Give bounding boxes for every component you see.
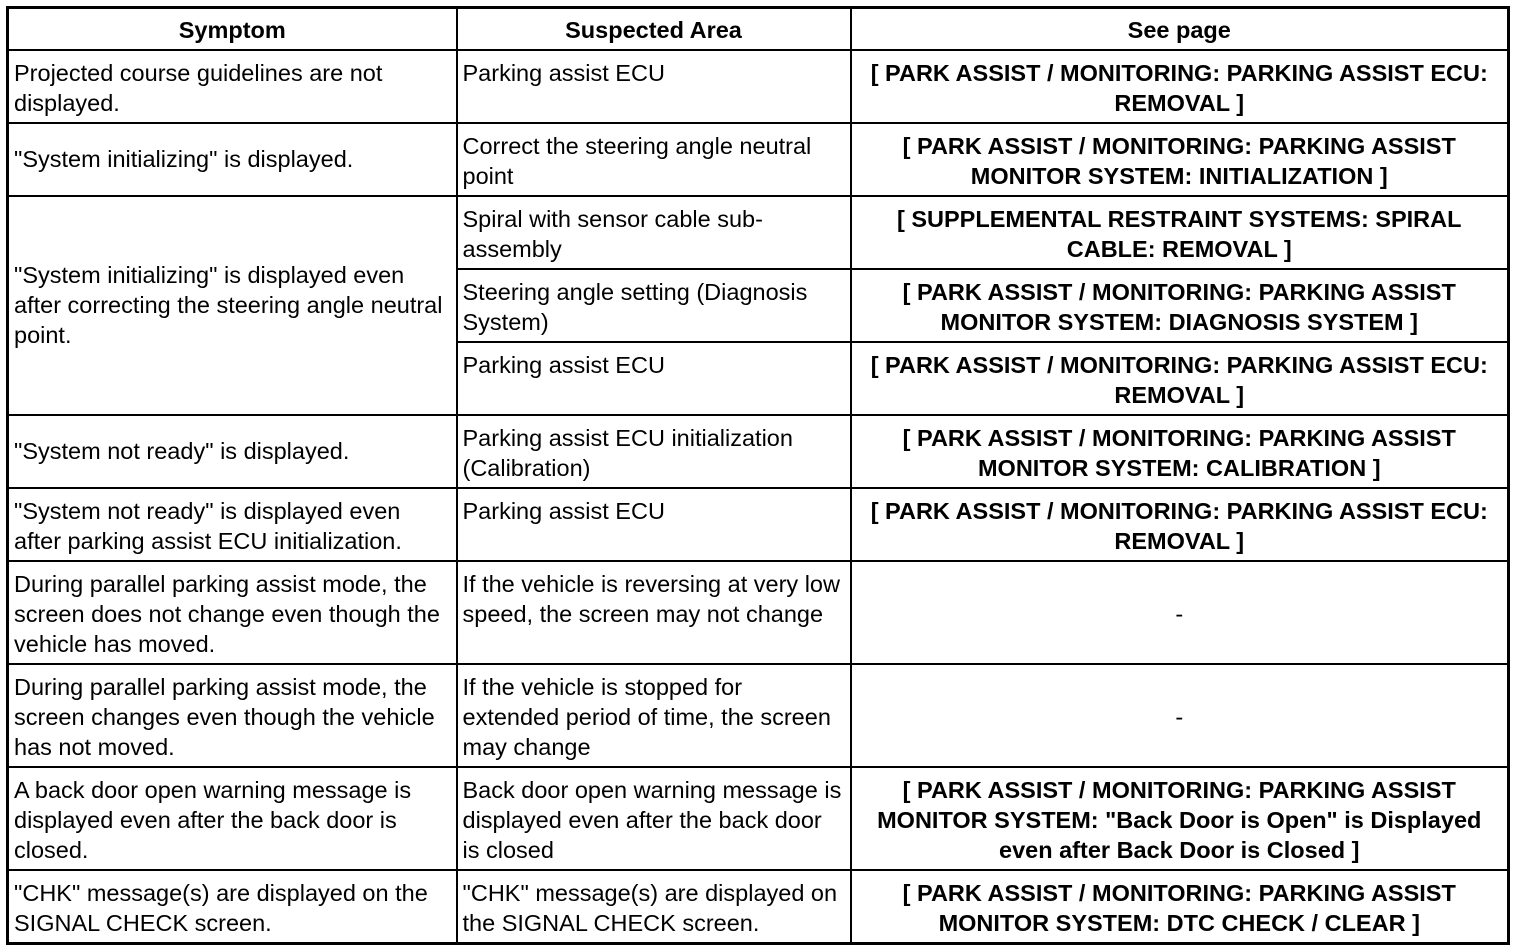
symptom-cell: "System not ready" is displayed even after parking assist ECU initialization. [8, 488, 457, 561]
suspected-area-cell: Correct the steering angle neutral point [457, 123, 851, 196]
see-page-cell: - [851, 561, 1509, 664]
header-row [8, 8, 1509, 50]
suspected-area-cell: Parking assist ECU [457, 342, 851, 415]
table-row [8, 50, 1509, 123]
symptom-cell: During parallel parking assist mode, the screen does not change even though the vehicle has moved. [8, 561, 457, 664]
symptom-cell: "System initializing" is displayed even after correcting the steering angle neutral point. [8, 196, 457, 415]
suspected-area-cell: Parking assist ECU initialization (Calibration) [457, 415, 851, 488]
header-suspected-area: Suspected Area [457, 8, 851, 50]
suspected-area-cell: Spiral with sensor cable sub-assembly [457, 196, 851, 269]
see-page-link[interactable]: [ PARK ASSIST / MONITORING: PARKING ASSIST ECU: REMOVAL ] [851, 50, 1509, 123]
troubleshooting-table [6, 6, 1510, 945]
table-row [8, 488, 1509, 561]
see-page-link[interactable]: [ PARK ASSIST / MONITORING: PARKING ASSIST ECU: REMOVAL ] [851, 342, 1509, 415]
see-page-link[interactable]: [ PARK ASSIST / MONITORING: PARKING ASSIST MONITOR SYSTEM: DTC CHECK / CLEAR ] [851, 870, 1509, 944]
table-row [8, 561, 1509, 664]
suspected-area-cell: Back door open warning message is displayed even after the back door is closed [457, 767, 851, 870]
symptom-cell: "System not ready" is displayed. [8, 415, 457, 488]
see-page-link[interactable]: [ PARK ASSIST / MONITORING: PARKING ASSIST MONITOR SYSTEM: "Back Door is Open" is Displayed even after Back Door is Closed ] [851, 767, 1509, 870]
header-see-page: See page [851, 8, 1509, 50]
header-symptom: Symptom [8, 8, 457, 50]
suspected-area-cell: Parking assist ECU [457, 488, 851, 561]
symptom-cell: During parallel parking assist mode, the screen changes even though the vehicle has not moved. [8, 664, 457, 767]
table-row [8, 123, 1509, 196]
see-page-link[interactable]: [ PARK ASSIST / MONITORING: PARKING ASSIST ECU: REMOVAL ] [851, 488, 1509, 561]
see-page-link[interactable]: [ PARK ASSIST / MONITORING: PARKING ASSIST MONITOR SYSTEM: CALIBRATION ] [851, 415, 1509, 488]
table-row [8, 196, 1509, 269]
table-row [8, 870, 1509, 944]
see-page-cell: - [851, 664, 1509, 767]
see-page-link[interactable]: [ SUPPLEMENTAL RESTRAINT SYSTEMS: SPIRAL CABLE: REMOVAL ] [851, 196, 1509, 269]
symptom-cell: "System initializing" is displayed. [8, 123, 457, 196]
suspected-area-cell: Parking assist ECU [457, 50, 851, 123]
symptom-cell: Projected course guidelines are not displayed. [8, 50, 457, 123]
suspected-area-cell: Steering angle setting (Diagnosis System) [457, 269, 851, 342]
suspected-area-cell: If the vehicle is stopped for extended period of time, the screen may change [457, 664, 851, 767]
table-row [8, 415, 1509, 488]
see-page-link[interactable]: [ PARK ASSIST / MONITORING: PARKING ASSIST MONITOR SYSTEM: DIAGNOSIS SYSTEM ] [851, 269, 1509, 342]
symptom-cell: "CHK" message(s) are displayed on the SIGNAL CHECK screen. [8, 870, 457, 944]
table-row [8, 767, 1509, 870]
symptom-cell: A back door open warning message is displayed even after the back door is closed. [8, 767, 457, 870]
suspected-area-cell: "CHK" message(s) are displayed on the SIGNAL CHECK screen. [457, 870, 851, 944]
see-page-link[interactable]: [ PARK ASSIST / MONITORING: PARKING ASSIST MONITOR SYSTEM: INITIALIZATION ] [851, 123, 1509, 196]
suspected-area-cell: If the vehicle is reversing at very low speed, the screen may not change [457, 561, 851, 664]
table-row [8, 664, 1509, 767]
